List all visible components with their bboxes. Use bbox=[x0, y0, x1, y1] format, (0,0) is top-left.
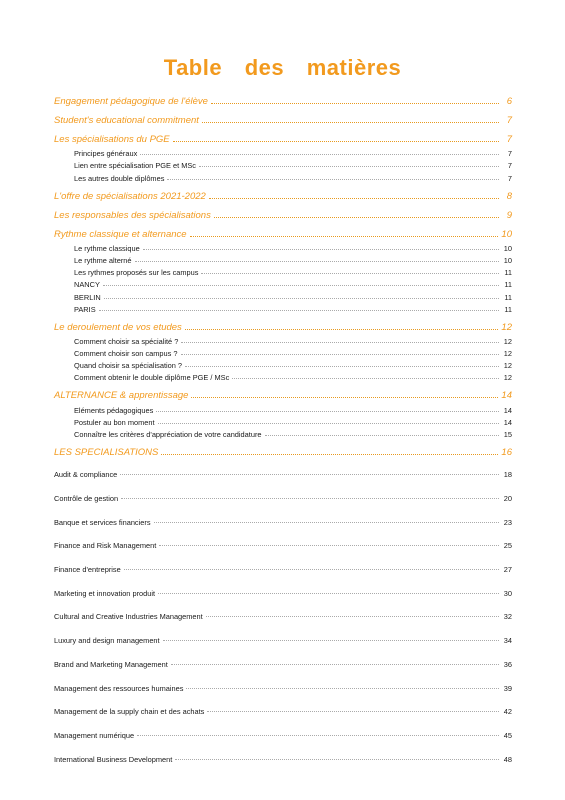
toc-entry-label: Banque et services financiers bbox=[54, 517, 151, 527]
toc-entry-label: Management de la supply chain et des achats bbox=[54, 707, 205, 717]
dot-leader bbox=[199, 166, 499, 167]
toc-section-entry[interactable] bbox=[54, 134, 512, 145]
dot-leader bbox=[175, 759, 499, 760]
toc-section-entry[interactable] bbox=[54, 322, 512, 333]
toc-subentry[interactable] bbox=[54, 277, 512, 289]
toc-entry-label: Luxury and design management bbox=[54, 636, 160, 646]
toc-page-number: 14 bbox=[501, 390, 512, 402]
toc-subentry[interactable] bbox=[54, 302, 512, 314]
toc-specialization-entry[interactable] bbox=[54, 653, 512, 677]
toc-page-number: 14 bbox=[503, 405, 512, 415]
dot-leader bbox=[154, 522, 499, 523]
toc-page-number: 10 bbox=[501, 228, 512, 240]
toc-page-number: 7 bbox=[507, 173, 512, 183]
dot-leader bbox=[173, 141, 499, 142]
dot-leader bbox=[99, 310, 499, 311]
toc-entry-label: Les spécialisations du PGE bbox=[54, 134, 170, 145]
toc-page-number: 18 bbox=[503, 470, 512, 480]
dot-leader bbox=[121, 498, 499, 499]
dot-leader bbox=[190, 236, 499, 237]
dot-leader bbox=[265, 435, 499, 436]
toc-subentry[interactable] bbox=[54, 241, 512, 253]
toc-entry-label: Brand and Marketing Management bbox=[54, 659, 168, 669]
toc-page-number: 12 bbox=[503, 336, 512, 346]
toc-page-number: 25 bbox=[503, 541, 512, 551]
toc-entry-label: LES SPECIALISATIONS bbox=[54, 447, 159, 458]
dot-leader bbox=[161, 454, 498, 455]
toc-entry-label: Comment choisir sa spécialité ? bbox=[74, 336, 179, 346]
toc-entry-label: Management des ressources humaines bbox=[54, 683, 184, 693]
dot-leader bbox=[143, 249, 499, 250]
toc-page-number: 6 bbox=[506, 96, 512, 107]
dot-leader bbox=[167, 179, 499, 180]
toc-subentry[interactable] bbox=[54, 334, 512, 346]
toc-page-number: 7 bbox=[506, 115, 512, 126]
toc-subentry[interactable] bbox=[54, 346, 512, 358]
toc-page-number: 7 bbox=[506, 134, 512, 145]
toc-page-number: 7 bbox=[507, 149, 512, 159]
toc-entry-label: Management numérique bbox=[54, 730, 135, 740]
dot-leader bbox=[103, 285, 499, 286]
dot-leader bbox=[186, 688, 499, 689]
toc-entry-label: Comment choisir son campus ? bbox=[74, 349, 178, 359]
toc-section-entry[interactable] bbox=[54, 191, 512, 202]
toc-entry-label: Principes généraux bbox=[74, 149, 138, 159]
toc-page-number: 20 bbox=[503, 494, 512, 504]
dot-leader bbox=[185, 366, 499, 367]
dot-leader bbox=[214, 217, 499, 218]
toc-entry-label: Les autres double diplômes bbox=[74, 173, 165, 183]
toc-page-number: 23 bbox=[503, 517, 512, 527]
toc-specialization-entry[interactable] bbox=[54, 581, 512, 605]
toc-entry-label: Eléments pédagogiques bbox=[74, 405, 154, 415]
toc-specialization-entry[interactable] bbox=[54, 534, 512, 558]
toc-entry-label: ALTERNANCE & apprentissage bbox=[54, 390, 189, 402]
dot-leader bbox=[191, 397, 498, 398]
toc-subentry[interactable] bbox=[54, 289, 512, 301]
toc-entry-label: Engagement pédagogique de l'élève bbox=[54, 96, 208, 107]
toc-page-number: 34 bbox=[503, 636, 512, 646]
dot-leader bbox=[211, 103, 499, 104]
toc-entry-label: Le rythme classique bbox=[74, 243, 140, 253]
dot-leader bbox=[209, 198, 499, 199]
dot-leader bbox=[120, 474, 499, 475]
dot-leader bbox=[140, 154, 499, 155]
toc-page-number: 14 bbox=[503, 417, 512, 427]
toc-entry-label: Cultural and Creative Industries Management bbox=[54, 612, 203, 622]
toc-specialization-entry[interactable] bbox=[54, 629, 512, 653]
toc-section-entry[interactable] bbox=[54, 447, 512, 458]
toc-page-number: 45 bbox=[503, 730, 512, 740]
toc-subentry[interactable] bbox=[54, 265, 512, 277]
toc-entry-label: Rythme classique et alternance bbox=[54, 228, 187, 240]
dot-leader bbox=[137, 735, 499, 736]
toc-page-number: 9 bbox=[506, 209, 512, 221]
toc-entry-label: Audit & compliance bbox=[54, 470, 118, 480]
toc-specialization-entry[interactable] bbox=[54, 463, 512, 487]
toc-specialization-entry[interactable] bbox=[54, 510, 512, 534]
toc-section-entry[interactable] bbox=[54, 210, 512, 221]
toc-subentry[interactable] bbox=[54, 358, 512, 370]
dot-leader bbox=[171, 664, 499, 665]
dot-leader bbox=[202, 122, 499, 123]
toc-subentry[interactable] bbox=[54, 253, 512, 265]
toc-page-number: 11 bbox=[504, 304, 512, 314]
toc-page-number: 11 bbox=[504, 268, 512, 278]
dot-leader bbox=[104, 298, 499, 299]
toc-entry-label: Quand choisir sa spécialisation ? bbox=[74, 361, 183, 371]
toc-page-number: 27 bbox=[503, 565, 512, 575]
dot-leader bbox=[185, 329, 499, 330]
dot-leader bbox=[163, 640, 499, 641]
toc-page-number: 39 bbox=[503, 683, 512, 693]
toc-specialization-entry[interactable] bbox=[54, 558, 512, 582]
toc-page-number: 48 bbox=[503, 754, 512, 764]
toc-page-number: 11 bbox=[504, 292, 512, 302]
toc-entry-label: L'offre de spécialisations 2021-2022 bbox=[54, 190, 206, 202]
toc-subentry[interactable] bbox=[54, 158, 512, 170]
toc-specialization-entry[interactable] bbox=[54, 724, 512, 748]
toc-entry-label: PARIS bbox=[74, 304, 96, 314]
toc-page-number: 32 bbox=[503, 612, 512, 622]
toc-page-number: 12 bbox=[501, 321, 512, 333]
dot-leader bbox=[207, 711, 499, 712]
dot-leader bbox=[135, 261, 499, 262]
toc-entry-label: NANCY bbox=[74, 280, 100, 290]
toc-entry-label: Finance d'entreprise bbox=[54, 565, 121, 575]
dot-leader bbox=[181, 342, 499, 343]
toc-subentry[interactable] bbox=[54, 170, 512, 182]
toc-entry-label: Contrôle de gestion bbox=[54, 494, 119, 504]
toc-specialization-entry[interactable] bbox=[54, 487, 512, 511]
dot-leader bbox=[232, 378, 499, 379]
toc-entry-label: Le rythme alterné bbox=[74, 255, 132, 265]
dot-leader bbox=[159, 545, 499, 546]
toc-specialization-entry[interactable] bbox=[54, 700, 512, 724]
toc-entry-label: Connaître les critères d'appréciation de votre candidature bbox=[74, 430, 262, 439]
toc-page-number: 7 bbox=[507, 161, 512, 171]
toc-entry-label: Lien entre spécialisation PGE et MSc bbox=[74, 161, 197, 171]
toc-specialization-entry[interactable] bbox=[54, 605, 512, 629]
toc-entry-label: Marketing et innovation produit bbox=[54, 588, 156, 598]
toc-page-number: 30 bbox=[503, 588, 512, 598]
toc-subentry[interactable] bbox=[54, 427, 512, 439]
toc-page-number: 12 bbox=[503, 361, 512, 371]
toc-section-entry[interactable] bbox=[54, 229, 512, 240]
toc-entry-label: Comment obtenir le double diplôme PGE / MSc bbox=[74, 373, 230, 383]
dot-leader bbox=[206, 616, 499, 617]
toc-page-number: 12 bbox=[503, 349, 512, 359]
toc-entry-label: BERLIN bbox=[74, 292, 101, 302]
toc-page-number: 15 bbox=[503, 430, 512, 439]
toc-page-number: 36 bbox=[503, 659, 512, 669]
toc-page-number: 16 bbox=[501, 447, 512, 458]
toc-section-entry[interactable] bbox=[54, 115, 512, 126]
toc-subentry[interactable] bbox=[54, 402, 512, 414]
toc-entry-label: Les responsables des spécialisations bbox=[54, 209, 211, 221]
toc-entry-label: Postuler au bon moment bbox=[74, 417, 155, 427]
dot-leader bbox=[201, 273, 499, 274]
toc-page-number: 10 bbox=[503, 243, 512, 253]
toc-entry-label: International Business Development bbox=[54, 754, 173, 764]
toc-section-entry[interactable] bbox=[54, 390, 512, 401]
dot-leader bbox=[158, 593, 499, 594]
dot-leader bbox=[181, 354, 499, 355]
toc-entry-label: Le deroulement de vos etudes bbox=[54, 321, 182, 333]
dot-leader bbox=[124, 569, 499, 570]
toc-page-number: 8 bbox=[506, 190, 512, 202]
toc-subentry[interactable] bbox=[54, 415, 512, 427]
toc-page-number: 10 bbox=[503, 255, 512, 265]
toc-page-number: 11 bbox=[504, 280, 512, 290]
toc-section-entry[interactable] bbox=[54, 96, 512, 107]
table-of-contents bbox=[54, 96, 512, 771]
toc-specialization-entry[interactable] bbox=[54, 676, 512, 700]
toc-entry-label: Les rythmes proposés sur les campus bbox=[74, 268, 199, 278]
dot-leader bbox=[156, 411, 499, 412]
toc-entry-label: Finance and Risk Management bbox=[54, 541, 157, 551]
toc-page-number: 42 bbox=[503, 707, 512, 717]
toc-specialization-entry[interactable] bbox=[54, 747, 512, 771]
toc-page-number: 12 bbox=[503, 373, 512, 383]
page-title: Table des matières bbox=[163, 55, 402, 80]
toc-subentry[interactable] bbox=[54, 146, 512, 158]
toc-subentry[interactable] bbox=[54, 370, 512, 382]
toc-entry-label: Student's educational commitment bbox=[54, 115, 199, 126]
dot-leader bbox=[158, 423, 499, 424]
